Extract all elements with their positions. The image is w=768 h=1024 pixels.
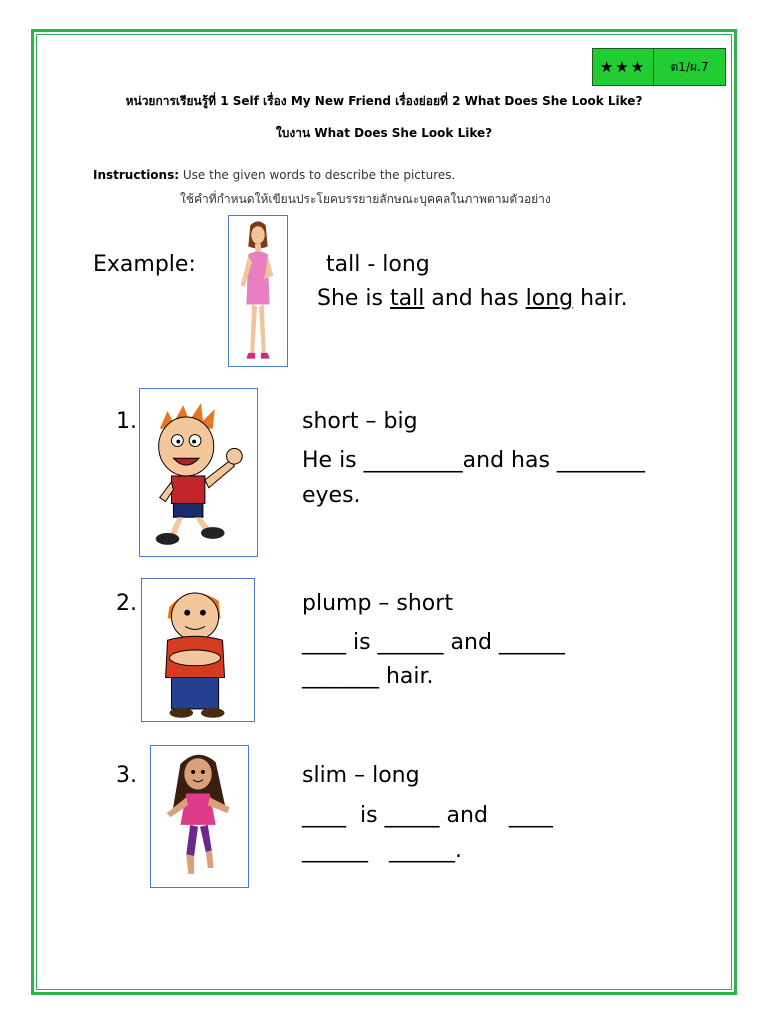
- item-3-line-1: ____ is _____ and ____: [302, 803, 553, 828]
- item-1-words: short – big: [302, 409, 418, 434]
- example-label: Example:: [93, 252, 196, 277]
- item-1-line-2: eyes.: [302, 483, 361, 508]
- item-2-line-1: ____ is ______ and ______: [302, 630, 565, 655]
- item-2-words: plump – short: [302, 591, 453, 616]
- item-3-number: 3.: [116, 763, 137, 788]
- example-sentence: [317, 286, 628, 311]
- example-sentence-end: hair.: [573, 286, 628, 311]
- item-1-picture-boy: [139, 388, 258, 557]
- item-1-line-1: He is _________and has ________: [302, 448, 645, 473]
- item-3-picture-slim-girl: [150, 745, 249, 888]
- example-words: tall - long: [326, 252, 430, 277]
- level-badge: [592, 48, 726, 86]
- instructions-english: [93, 168, 455, 182]
- instructions-thai: ใช้คำที่กำหนดให้เขียนประโยคบรรยายลักษณะบุคคลในภาพตามตัวอย่าง: [180, 192, 551, 206]
- example-word-long: long: [525, 286, 574, 311]
- example-sentence-start: She is: [317, 286, 391, 311]
- instructions-label: Instructions:: [93, 168, 180, 182]
- item-1-number: 1.: [116, 409, 137, 434]
- level-stars: ★★★: [593, 49, 654, 85]
- unit-heading: หน่วยการเรียนรู้ที่ 1 Self เรื่อง My New Friend เรื่องย่อยที่ 2 What Does She Look Like?: [125, 94, 643, 108]
- item-3-line-2: ______ ______.: [302, 838, 462, 863]
- worksheet-title: ใบงาน What Does She Look Like?: [275, 126, 493, 140]
- level-code: ต1/ผ.7: [670, 59, 709, 74]
- item-3-words: slim – long: [302, 763, 420, 788]
- item-2-picture-plump-boy: [141, 578, 255, 722]
- instructions-text: Use the given words to describe the pictures.: [182, 168, 456, 182]
- example-picture-tall-woman: [228, 215, 288, 367]
- item-2-number: 2.: [116, 591, 137, 616]
- example-word-tall: tall: [390, 286, 425, 311]
- item-2-line-2: _______ hair.: [302, 664, 434, 689]
- example-sentence-mid: and has: [424, 286, 526, 311]
